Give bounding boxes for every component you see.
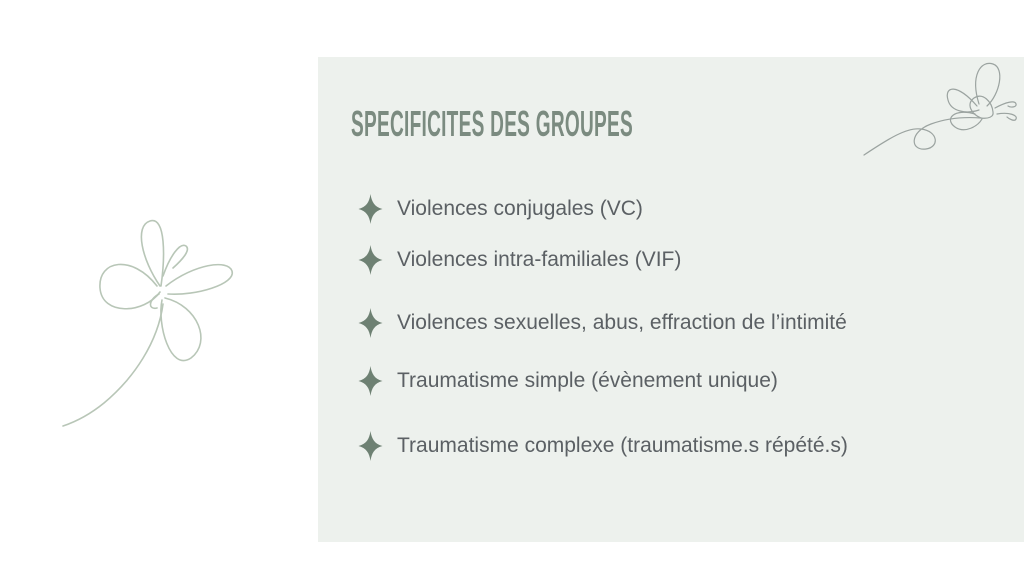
slide-title: SPECIFICITES DES GROUPES: [351, 103, 634, 145]
bullet-label: Violences sexuelles, abus, effraction de l’intimité: [397, 311, 847, 334]
sparkle-icon: [358, 366, 383, 396]
sparkle-icon: [358, 194, 383, 224]
bullet-item: [358, 308, 847, 338]
sparkle-icon: [358, 431, 383, 461]
butterfly-line-art-icon: [60, 212, 238, 428]
bullet-item: [358, 366, 778, 396]
bullet-label: Violences conjugales (VC): [397, 197, 643, 220]
bullet-label: Traumatisme complexe (traumatisme.s répété.s): [397, 434, 848, 457]
sparkle-icon: [358, 308, 383, 338]
bullet-label: Violences intra-familiales (VIF): [397, 248, 682, 271]
sparkle-icon: [358, 245, 383, 275]
bullet-label: Traumatisme simple (évènement unique): [397, 369, 778, 392]
butterfly-line-art-icon: [860, 55, 1024, 160]
bullet-item: [358, 194, 643, 224]
bullet-item: [358, 245, 681, 275]
bullet-item: [358, 431, 848, 461]
